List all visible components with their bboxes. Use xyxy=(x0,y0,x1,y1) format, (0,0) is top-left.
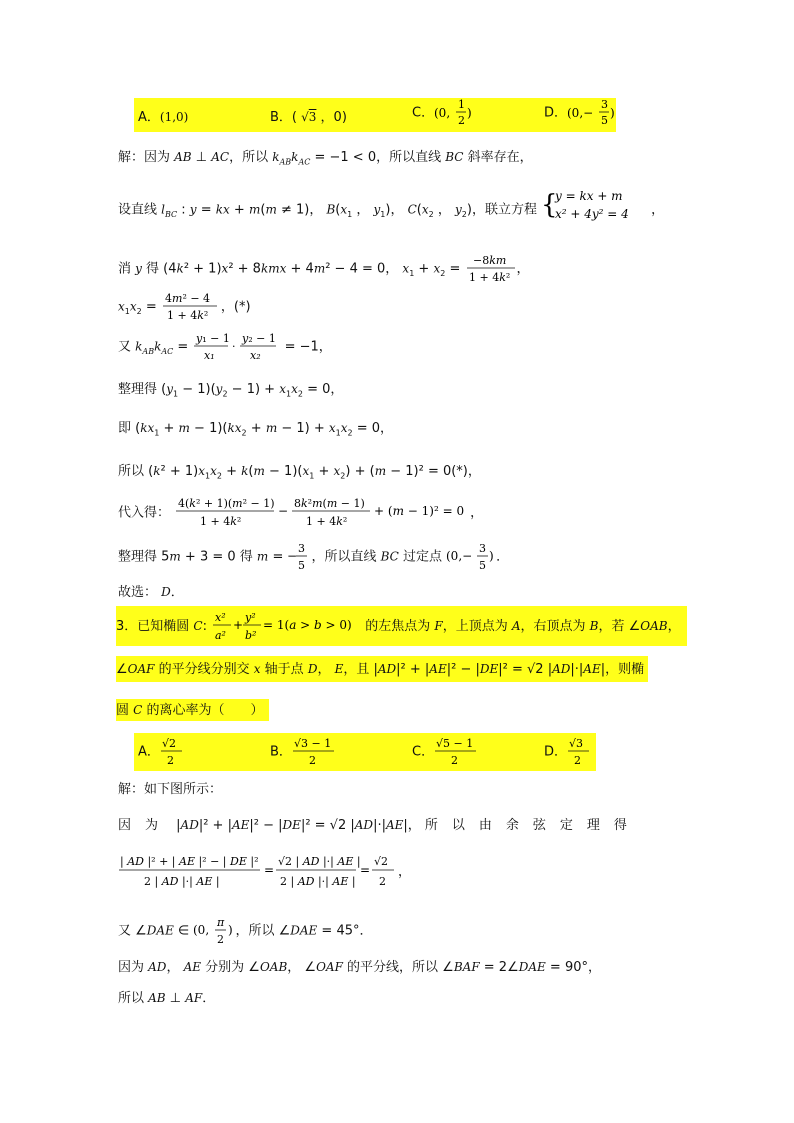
q2-option-d: D． (0,− 3 5 ) xyxy=(544,96,617,130)
solution-line-3: 消 y 得 (4k² + 1)x² + 8kmx + 4m² − 4 = 0， $x_1 + x_2$ = −8km 1 + 4k² ， xyxy=(118,254,530,284)
svg-text:x² + 4y² = 4: x² + 4y² = 4 xyxy=(555,207,629,221)
svg-text:2: 2 xyxy=(458,114,466,127)
angle-interval xyxy=(193,914,235,948)
svg-text:): ) xyxy=(228,923,234,937)
svg-text:): ) xyxy=(467,106,472,120)
svg-text:−: − xyxy=(287,549,298,563)
svg-text:√2 | AD |·| AE |: √2 | AD |·| AE | xyxy=(278,855,361,868)
svg-text:√5 − 1: √5 − 1 xyxy=(436,737,474,750)
slope-product xyxy=(192,330,280,364)
solution-line-4: $x_1x_2$ = 4m² − 4 1 + 4k² ，(*) xyxy=(118,292,251,322)
system-of-equations xyxy=(541,186,651,224)
q3-option-d: D． √3 2 xyxy=(544,735,593,769)
q3-option-c-math xyxy=(434,735,478,769)
q3-solution-line-2: 因为 |AD|² + |AE|² − |DE|² = √2 |AD|·|AE|， 所以由余弦定理得 xyxy=(118,818,641,833)
substitution-expression xyxy=(174,495,470,531)
svg-text:1 + 4k²: 1 + 4k² xyxy=(200,515,242,528)
svg-text:{: { xyxy=(541,190,558,220)
q3-option-b: B． √3 − 1 2 xyxy=(270,735,336,769)
svg-text:(0,−: (0,− xyxy=(446,549,473,563)
q2-option-b: B．( √3 ，0) xyxy=(270,109,347,125)
svg-text:1 + 4k²: 1 + 4k² xyxy=(468,271,510,284)
q3-solution-line-1: 解：如下图所示： xyxy=(118,782,223,797)
answer-line: 故选： D． xyxy=(118,585,184,600)
svg-text:3: 3 xyxy=(601,98,609,111)
svg-text:4m² − 4: 4m² − 4 xyxy=(164,292,210,305)
q2-option-c-math xyxy=(434,96,474,130)
fraction-product xyxy=(161,290,221,324)
svg-text:(0,: (0, xyxy=(434,106,451,120)
svg-text:a²: a² xyxy=(215,628,227,642)
svg-text:2: 2 xyxy=(308,754,316,767)
solution-line-1: 解：因为 AB ⊥ AC，所以 $k_{AB}k_{AC} = -1 < 0$，所以直线 BC 斜率存在， xyxy=(118,150,533,167)
svg-text:1 + 4k²: 1 + 4k² xyxy=(306,515,348,528)
q2-option-a: A．(1,0) xyxy=(138,109,189,125)
svg-text:3: 3 xyxy=(298,542,306,555)
svg-text:·: · xyxy=(232,340,236,353)
svg-text:π: π xyxy=(217,916,225,929)
q3-solution-line-6: 所以 AB ⊥ AF． xyxy=(118,991,216,1006)
svg-text:√2: √2 xyxy=(374,855,389,868)
svg-text:): ) xyxy=(489,549,494,563)
svg-text:8k²m(m − 1): 8k²m(m − 1) xyxy=(294,497,365,510)
svg-text:2: 2 xyxy=(217,933,225,946)
svg-text:x₁: x₁ xyxy=(204,349,216,362)
svg-text:x₂: x₂ xyxy=(250,349,262,362)
q3-solution-line-3: | AD |² + | AE |² − | DE |² 2 | AD |·| AE | = √2 | AD |·| AE | 2 | AD |·| AE | = √2 2 ， xyxy=(118,852,411,892)
q3-option-b-math xyxy=(292,735,336,769)
svg-text:y = kx + m: y = kx + m xyxy=(555,189,623,203)
svg-text:2: 2 xyxy=(574,754,582,767)
fraction-sum xyxy=(465,252,517,286)
m-value xyxy=(287,540,311,574)
svg-text:√3: √3 xyxy=(569,737,584,750)
q3-solution-line-4: 又 ∠DAE ∈ (0, π 2 ) ，所以 ∠DAE = 45°． xyxy=(118,916,373,946)
svg-text:| AD |² + | AE |² − | DE |²: | AD |² + | AE |² − | DE |² xyxy=(120,855,259,868)
svg-text:5: 5 xyxy=(601,114,609,127)
svg-text:√2: √2 xyxy=(161,737,176,750)
svg-text:y₂ − 1: y₂ − 1 xyxy=(242,332,277,345)
svg-text:2: 2 xyxy=(451,754,459,767)
solution-line-7: 即 $(kx_1 + m - 1)(kx_2 + m - 1) + x_1x_2 = 0$， xyxy=(118,421,394,438)
svg-text:=: = xyxy=(264,863,275,877)
q3-line-3: 圆 C 的离心率为（ ） xyxy=(116,699,269,721)
q2-option-d-math xyxy=(567,96,617,130)
svg-text:b²: b² xyxy=(245,628,257,642)
q3-option-a: A． √2 2 xyxy=(138,735,186,769)
q3-line-1: 3．已知椭圆 C: x² a² + y² b² = 1(a > b > 0) 的左焦点为 F，上顶点为 A，右顶点为 B，若 ∠OAB， xyxy=(116,606,687,646)
svg-text:x²: x² xyxy=(215,610,226,624)
q3-options-bar xyxy=(134,733,596,771)
solution-line-8: 所以 $(k^2 + 1)x_1x_2 + k(m - 1)(x_1 + x_2) + (m - 1)^2 = 0(*)$， xyxy=(118,464,481,481)
svg-text:2: 2 xyxy=(166,754,174,767)
svg-text:5: 5 xyxy=(298,559,306,572)
solution-line-6: 整理得 $(y_1 - 1)(y_2 - 1) + x_1x_2 = 0$， xyxy=(118,382,344,399)
svg-text:−: − xyxy=(278,504,289,518)
solution-line-2: 设直线 $l_{BC}$ : y = kx + m(m ≠ 1)， $B(x_1$ ， $y_1$)， $C(x_2$ ， $y_2$)，联立方程 { y = kx + m x² + 4y² = 4 ， xyxy=(118,196,664,232)
svg-text:√3 − 1: √3 − 1 xyxy=(293,737,332,750)
svg-text:2 | AD |·| AE |: 2 | AD |·| AE | xyxy=(280,875,356,888)
q3-option-c: C． √5 − 1 2 xyxy=(412,735,478,769)
fixed-point xyxy=(446,540,496,574)
q3-line-2: ∠OAF 的平分线分别交 x 轴于点 D， E，且 |AD|² + |AE|² − |DE|² = √2 |AD|·|AE|，则椭 xyxy=(116,656,648,682)
q3-solution-line-5: 因为 AD， AE 分别为 ∠OAB， ∠OAF 的平分线，所以 ∠BAF = 2∠DAE = 90°， xyxy=(118,960,601,975)
solution-line-9: 代入得： 4(k² + 1)(m² − 1) 1 + 4k² − 8k²m(m − 1) 1 + 4k² + (m − 1)² = 0 ， xyxy=(118,495,483,531)
svg-text:3: 3 xyxy=(479,542,487,555)
svg-text:1: 1 xyxy=(458,98,466,111)
svg-text:2 | AD |·| AE |: 2 | AD |·| AE | xyxy=(144,875,220,888)
svg-text:5: 5 xyxy=(479,559,487,572)
svg-text:= 1(a > b > 0): = 1(a > b > 0) xyxy=(263,617,352,632)
svg-text:): ) xyxy=(610,106,615,120)
q3-option-d-math xyxy=(567,735,593,769)
svg-text:−8km: −8km xyxy=(472,254,506,267)
svg-text:+: + xyxy=(233,617,244,632)
svg-text:(0,: (0, xyxy=(193,923,210,937)
ellipse-equation xyxy=(211,609,361,645)
solution-line-10: 整理得 5m + 3 = 0 得 m = − 3 5 ，所以直线 BC 过定点 (0,− 3 5 ) ． xyxy=(118,542,510,572)
q2-options-bar xyxy=(134,98,616,132)
svg-text:4(k² + 1)(m² − 1): 4(k² + 1)(m² − 1) xyxy=(178,497,275,510)
svg-text:(0,−: (0,− xyxy=(567,106,594,120)
q3-option-a-math xyxy=(160,735,186,769)
svg-text:+ (m − 1)² = 0: + (m − 1)² = 0 xyxy=(374,504,465,518)
svg-text:=: = xyxy=(360,863,371,877)
svg-text:1 + 4k²: 1 + 4k² xyxy=(166,309,209,322)
svg-text:2: 2 xyxy=(379,875,386,888)
cosine-rule-expression xyxy=(118,852,398,892)
svg-text:y₁ − 1: y₁ − 1 xyxy=(196,332,231,345)
svg-text:y²: y² xyxy=(245,610,256,624)
q2-option-c: C． (0, 1 2 ) xyxy=(412,96,474,130)
solution-line-5: 又 $k_{AB}k_{AC}$ = y₁ − 1 x₁ · y₂ − 1 x₂ = −1， xyxy=(118,332,332,362)
